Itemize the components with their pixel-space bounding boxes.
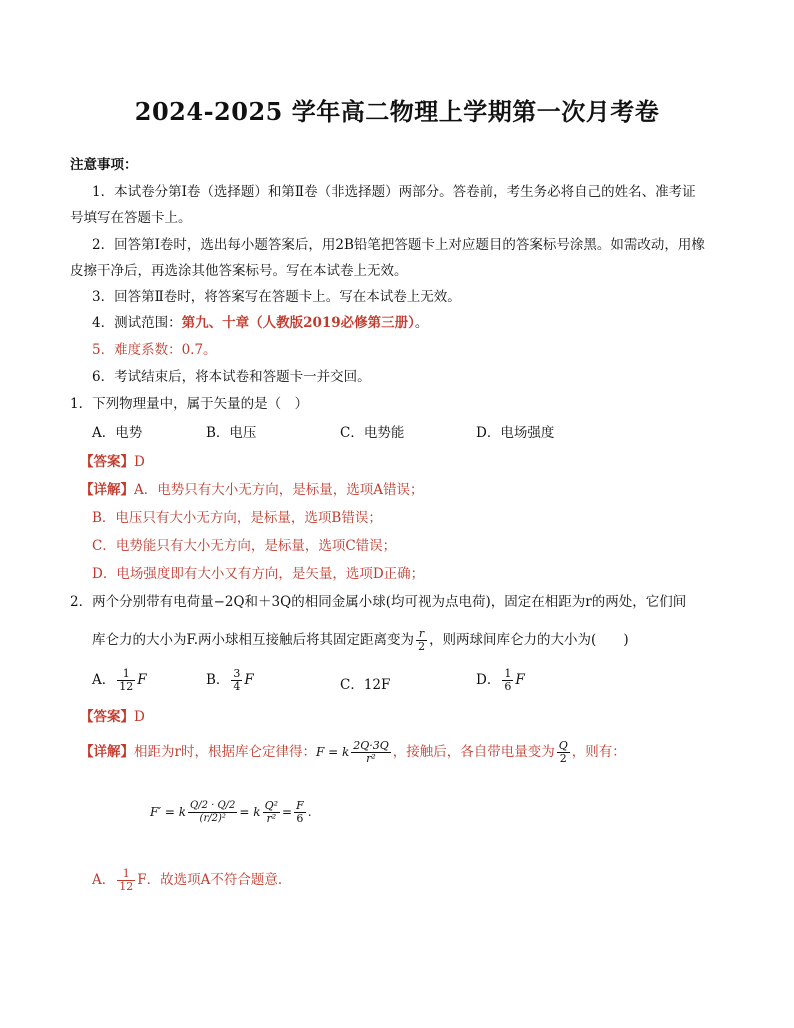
detail-tag: 【详解】	[80, 482, 134, 498]
q2-detail	[80, 740, 626, 765]
q1-option-a: A．电势	[92, 425, 143, 441]
option-fraction	[117, 868, 135, 893]
detail-text: A．电势只有大小无方向，是标量，选项A错误；	[134, 482, 424, 498]
difficulty-coefficient: 5．难度系数：0.7。	[92, 342, 217, 358]
frac-num: r	[416, 628, 427, 641]
q2-stem-b-text: 库仑力的大小为F.两小球相互接触后将其固定距离变为	[92, 632, 415, 648]
answer-value: D	[134, 454, 145, 470]
q1-option-b: B．电压	[206, 425, 257, 441]
q1-option-d: D．电场强度	[476, 425, 555, 441]
frac-den: 6	[504, 680, 512, 693]
eq-mid: = k	[239, 805, 261, 819]
frac-num: Q²	[264, 799, 278, 812]
formula-fraction	[351, 740, 391, 765]
eq-lhs: F′ = k	[150, 805, 187, 819]
notice-item-1b: 号填写在答题卡上。	[70, 210, 192, 226]
option-fraction	[117, 668, 135, 693]
eq-q2-fraction	[263, 800, 280, 825]
notice-item-2a: 2．回答第Ⅰ卷时，选出每小题答案后，用2B铅笔把答题卡上对应题目的答案标号涂黑。如需改动，用橡	[92, 237, 705, 253]
option-label: A．	[92, 672, 116, 688]
equation-block	[150, 800, 312, 825]
q2-detail-a	[92, 868, 291, 893]
option-fraction	[231, 668, 242, 693]
answer-tag: 【答案】	[80, 709, 134, 725]
answer-tag: 【答案】	[80, 454, 134, 470]
detail-text: F．故选项A不符合题意．	[137, 872, 292, 888]
eq-result-fraction	[294, 800, 306, 825]
eq-equals: =	[282, 805, 293, 819]
option-label: A．	[92, 872, 116, 888]
notice-item-1a: 1．本试卷分第Ⅰ卷（选择题）和第Ⅱ卷（非选择题）两部分。答卷前，考生务必将自己的姓名、准考证	[92, 184, 696, 200]
q1-detail-c: C．电势能只有大小无方向，是标量，选项C错误；	[92, 538, 397, 554]
option-var: F	[244, 672, 254, 688]
q1-option-c: C．电势能	[340, 425, 405, 441]
detail-text: 相距为r时，根据库仑定律得：	[134, 744, 316, 760]
option-var: F	[515, 672, 525, 688]
q2-stem-a: 2．两个分别带有电荷量−2Q和＋3Q的相同金属小球(均可视为点电荷)，固定在相距为r的两处，它们间	[70, 594, 687, 610]
eq-big-fraction	[188, 800, 237, 825]
notice-item-4-prefix: 4．测试范围：	[92, 315, 182, 331]
q1-stem: 1．下列物理量中，属于矢量的是（ ）	[70, 396, 309, 412]
q1-detail-b: B．电压只有大小无方向，是标量，选项B错误；	[92, 510, 382, 526]
page-title: 2024-2025 学年高二物理上学期第一次月考卷	[134, 97, 660, 126]
frac-den: 12	[119, 880, 134, 893]
q2-stem-b-tail: ，则两球间库仑力的大小为( )	[429, 632, 629, 648]
detail-text-3: ，则有：	[571, 744, 626, 760]
test-scope: 第九、十章（人教版2019必修第三册）	[181, 315, 415, 331]
notice-item-4-suffix: 。	[414, 315, 429, 331]
frac-den: 12	[119, 680, 134, 693]
q2-option-d	[476, 668, 525, 693]
q2-answer	[80, 708, 145, 726]
frac-den: 6	[296, 812, 304, 825]
frac-num: Q	[558, 739, 568, 752]
eq-end: .	[307, 805, 312, 819]
frac-num: 1	[117, 868, 135, 881]
frac-num: F	[296, 799, 304, 812]
q1-detail-a	[80, 481, 424, 499]
fraction-r-over-2	[416, 628, 427, 653]
charge-fraction	[557, 740, 570, 765]
frac-den: r²	[266, 812, 277, 825]
q2-stem-b	[92, 628, 629, 653]
q1-answer	[80, 453, 145, 471]
frac-den: 4	[233, 680, 241, 693]
notice-item-2b: 皮擦干净后，再选涂其他答案标号。写在本试卷上无效。	[70, 263, 408, 279]
detail-text-2: ，接触后，各自带电量变为	[392, 744, 555, 760]
frac-num: 3	[233, 667, 241, 680]
option-label: B．	[206, 672, 230, 688]
notice-item-3: 3．回答第Ⅱ卷时，将答案写在答题卡上。写在本试卷上无效。	[92, 289, 461, 305]
q2-option-b	[206, 668, 254, 693]
detail-tag: 【详解】	[80, 744, 134, 760]
answer-value: D	[134, 709, 145, 725]
q2-option-c	[340, 676, 390, 694]
option-label: D．	[476, 672, 501, 688]
frac-den: r²	[366, 752, 376, 765]
notice-heading: 注意事项：	[70, 157, 138, 173]
option-fraction	[502, 668, 513, 693]
option-label: C．	[340, 677, 364, 693]
frac-num: 1	[117, 668, 135, 681]
option-text: 12F	[363, 677, 391, 693]
notice-item-6: 6．考试结束后，将本试卷和答题卡一并交回。	[92, 369, 371, 385]
q1-detail-d: D．电场强度即有大小又有方向，是矢量，选项D正确；	[92, 566, 425, 582]
frac-num: Q/2 · Q/2	[190, 800, 236, 811]
frac-den: 2	[559, 752, 567, 765]
frac-num: 2Q·3Q	[353, 739, 389, 752]
formula-f: F = k	[315, 745, 350, 759]
frac-num: 1	[504, 667, 512, 680]
q2-option-a	[92, 668, 147, 693]
option-var: F	[137, 672, 147, 688]
notice-item-4	[92, 314, 428, 332]
frac-den: 2	[418, 640, 426, 653]
frac-den: (r/2)²	[199, 813, 226, 824]
